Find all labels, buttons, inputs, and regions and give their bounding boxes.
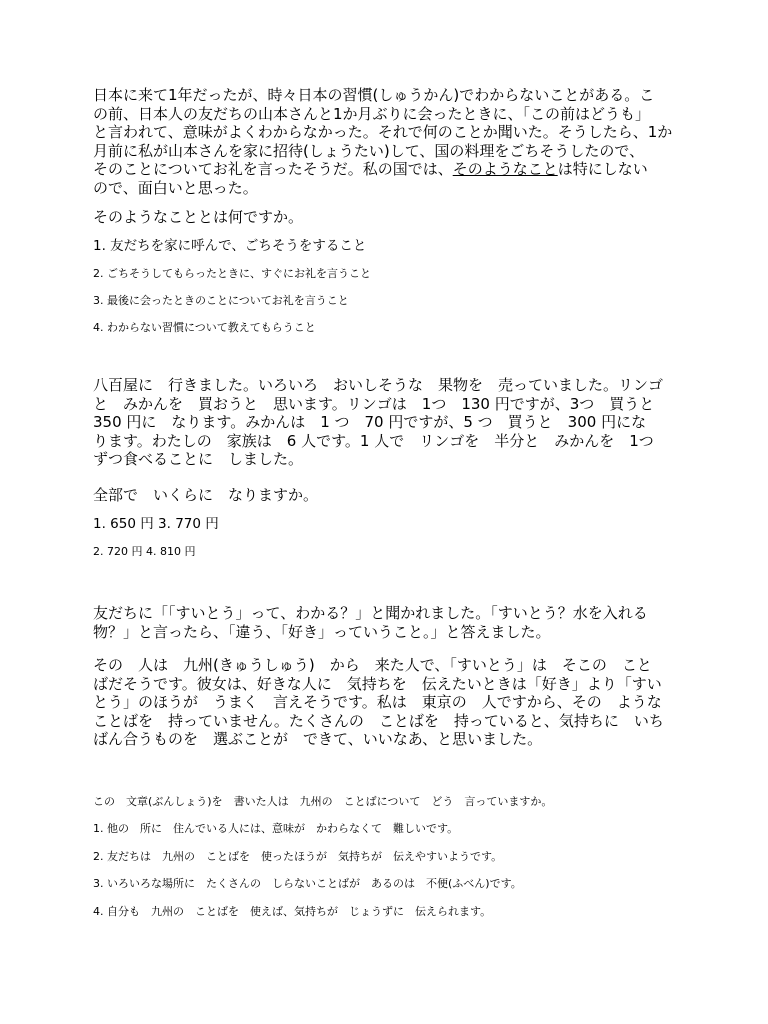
passage-line: 月前に私が山本さんを家に招待(しょうたい)して、国の料理をごちそうしたので、 [93,141,645,160]
question-2: 全部で いくらに なりますか。 [93,486,319,504]
passage-line [93,160,683,179]
option-3-4: 4. 自分も 九州の ことばを 使えば、気持ちが じょうずに 伝えられます。 [93,905,492,918]
passage-line: ばん合うものを 選ぶことが できて、いいなあ、と思いました。 [93,730,543,749]
option-3-3: 3. いろいろな場所に たくさんの しらないことばが あるのは 不便(ふべん)です。 [93,877,522,890]
passage-line: 八百屋に 行きました。いろいろ おいしそうな 果物を 売っていました。リンゴ [93,376,664,394]
option-1-2: 2. ごちそうしてもらったときに、すぐにお礼を言うこと [93,267,371,280]
option-3-2: 2. 友だちは 九州の ことばを 使ったほうが 気持ちが 伝えやすいようです。 [93,850,503,863]
passage-line: 日本に来て1年だったが、時々日本の習慣(しゅうかん)でわからないことがある。こ [93,86,655,104]
option-3-1: 1. 他の 所に 住んでいる人には、意味が かわらなくて 難しいです。 [93,822,459,835]
passage-line: ずつ食べることに しました。 [93,450,304,469]
passage-line: の前、日本人の友だちの山本さんと1か月ぶりに会ったときに、「この前はどうも」 [93,104,651,123]
options-2-line2: 2. 720 円 4. 810 円 [93,545,196,558]
passage-line: と言われて、意味がよくわからなかった。それで何のことか聞いた。そうしたら、1か [93,123,673,142]
passage-line: 物？」と言ったら、「違う、「好き」っていうこと。」と答えました。 [93,622,551,641]
options-2-line1: 1. 650 円 3. 770 円 [93,516,219,532]
passage-text: は特にしない [557,160,648,179]
passage-line: 友だちに「「すいとう」って、わかる？」と聞かれました。「すいとう？水を入れる [93,604,648,622]
passage-2 [93,376,683,469]
question-1: そのようなこととは何ですか。 [93,208,304,226]
passage-1 [93,86,683,198]
passage-line: ので、面白いと思った。 [93,178,258,197]
passage-line: とう」のほうが うまく 言えそうです。私は 東京の 人ですから、その ような [93,693,662,712]
passage-3b [93,656,683,749]
passage-line: 350 円に なります。みかんは 1 つ 70 円ですが、5 つ 買うと 300 円にな [93,413,647,432]
passage-3a [93,604,683,641]
passage-line: その 人は 九州(きゅうしゅう) から 来た人で、「すいとう」は そこの こと [93,656,652,674]
passage-line: ります。わたしの 家族は 6 人です。1 人で リンゴを 半分と みかんを 1つ [93,431,654,450]
passage-text: そのことについてお礼を言ったそうだ。私の国では、 [93,160,453,179]
passage-line: と みかんを 買おうと 思います。リンゴは 1つ 130 円ですが、3つ 買うと [93,394,655,413]
option-1-4: 4. わからない習慣について教えてもらうこと [93,321,316,334]
passage-line: ばだそうです。彼女は、好きな人に 気持ちを 伝えたいときは「好き」より「すい [93,674,662,693]
option-1-3: 3. 最後に会ったときのことについてお礼を言うこと [93,294,349,307]
option-1-1: 1. 友だちを家に呼んで、ごちそうをすること [93,238,367,254]
underlined-phrase: そのようなこと [452,160,558,179]
passage-line: ことばを 持っていません。たくさんの ことばを 持っていると、気持ちに いち [93,711,664,730]
question-3: この 文章(ぶんしょう)を 書いた人は 九州の ことばについて どう 言っていますか。 [93,795,553,808]
